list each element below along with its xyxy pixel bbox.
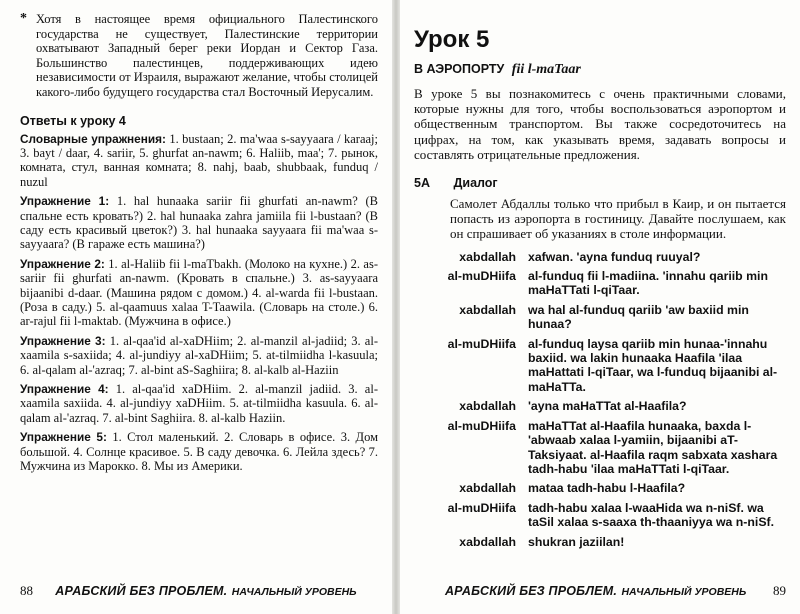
page-number: 88 (20, 583, 33, 598)
exercise-text: 1. al-Haliib fii l-maTbakh. (Молоко на кухне.) 2. as-sariir fii ghurfati an-nawm. (Кровать в спальне.) 3. as-sayyaara bijaanibi d-daar. (Машина рядом с домом.) 4. al-warda fii l-bustaan. (Роза в саду.) 5. al-qaamuus xalaa T-Taawila. (Словарь на столе.) 6. ar-rajul fii l-maktab. (Мужчина в офисе.) (20, 256, 378, 329)
exercise-label: Упражнение 4: (20, 382, 109, 397)
dialog-line (414, 419, 786, 477)
dialog-line (414, 481, 786, 495)
speaker: xabdallah (459, 249, 516, 264)
line-text: shukran jaziilan! (528, 534, 625, 549)
dialog-intro: Самолет Абдаллы только что прибыл в Каир, и он пытается попасть из аэропорта в гостиницу. Давайте послушаем, как он спрашивает об указаниях в столе информации. (450, 196, 786, 242)
line-text: al-funduq laysa qariib min hunaa-'innahu baxiid. wa lakin hunaaka Haafila 'ilaa maHattati l-qiTaar, wa l-funduq bijaanibi al-maHaTTa. (528, 336, 778, 394)
right-page (400, 0, 800, 614)
section-title: В АЭРОПОРТУ (414, 62, 505, 76)
book-title: АРАБСКИЙ БЕЗ ПРОБЛЕМ. (444, 584, 617, 598)
footnote-marker: * (20, 11, 27, 26)
dialog-line (414, 399, 786, 413)
footnote-text: Хотя в настоящее время официального Палестинского государства не существует, Палестинские территории охватывают Западный берег реки Иордан и Сектор Газа. Большинство палестинцев, поддерживающих идею независимости от Израиля, выражают желание, чтобы столицей какого-либо будущего государства стал Восточный Иерусалим. (36, 12, 378, 99)
exercise-4 (20, 382, 378, 425)
exercise-text: 1. bustaan; 2. ma'waa s-sayyaara / karaaj; 3. bayt / daar, 4. sariir, 5. ghurfat an-nawm; 6. Haliib, maa'; 7. рынок, комната, стул, ванная комната; 8. nahj, baab, shubbaak, funduq / nuzul (20, 131, 378, 189)
section-transliteration: fii l-maTaar (511, 62, 581, 77)
exercise-label: Упражнение 1: (20, 194, 110, 209)
exercise-text: 1. hal hunaaka sariir fii ghurfati an-nawm? (В спальне есть кровать?) 2. hal hunaaka zahra jamiila fii l-bustaan? (В саду есть красивый цветок?) 3. hal hunaaka sayyaara fii ma'waa s-sayyaara? (В гараже есть машина?) (20, 194, 378, 252)
exercise-label: Упражнение 2: (20, 256, 105, 271)
lesson-title: Урок 5 (414, 26, 490, 53)
line-text: al-funduq fii l-madiina. 'innahu qariib min maHaTTati l-qiTaar. (528, 269, 768, 298)
line-text: tadh-habu xalaa l-waaHida wa n-niSf. wa taSil xalaa s-saaxa th-thaaniyya wa n-niSf. (528, 500, 775, 530)
exercise-label: Упражнение 3: (20, 333, 106, 348)
exercise-vocab (20, 132, 378, 190)
speaker: al-muDHiifa (447, 269, 516, 284)
answers-heading: Ответы к уроку 4 (20, 113, 126, 128)
left-page (0, 0, 392, 614)
exercise-2 (20, 257, 378, 329)
dialog-line (414, 337, 786, 395)
line-text: mataa tadh-habu l-Haafila? (528, 481, 686, 496)
dialog-heading (414, 176, 786, 190)
dialog-title: Диалог (453, 176, 498, 191)
footnote (20, 12, 378, 100)
dialog-line (414, 535, 786, 549)
speaker: al-muDHiifa (447, 500, 516, 515)
dialog-number: 5A (414, 176, 430, 191)
book-gutter (392, 0, 400, 614)
book-title: АРАБСКИЙ БЕЗ ПРОБЛЕМ. (55, 584, 228, 598)
exercise-1 (20, 194, 378, 252)
lesson-intro: В уроке 5 вы познакомитесь с очень практичными словами, которые нужны для того, чтобы воспользоваться аэропортом и общественным транспортом. Вы также сосредоточитесь на цифрах, на том, как указывать время, задавать вопросы и составлять отрицательные предложения. (414, 86, 786, 162)
exercise-label: Упражнение 5: (20, 430, 107, 445)
exercise-text: 1. Стол маленький. 2. Словарь в офисе. 3. Дом большой. 4. Солнце красивое. 5. В саду девочка. 6. Лейла здесь? 7. Мужчина из Марокко. 8. Мы из Америки. (20, 430, 378, 474)
exercise-5 (20, 430, 378, 473)
line-text: xafwan. 'ayna funduq ruuyal? (528, 249, 701, 264)
speaker: xabdallah (459, 302, 516, 317)
exercise-3 (20, 334, 378, 377)
speaker: xabdallah (459, 481, 516, 496)
dialog-line (414, 269, 786, 298)
book-subtitle: НАЧАЛЬНЫЙ УРОВЕНЬ (621, 586, 747, 598)
exercise-text: 1. al-qaa'id xaDHiim. 2. al-manzil jadiid. 3. al-xaamila saxiida. 4. al-jundiyy xaDHiim. 5. at-tilmiidha kasuula. 6. al-qalam al-'azraq. 7. al-bint Saghiira. 8. al-kalb Haziin. (20, 382, 378, 425)
speaker: al-muDHiifa (447, 336, 516, 351)
dialog-lines (414, 250, 786, 549)
exercise-text: 1. al-qaa'id al-xaDHiim; 2. al-manzil al-jadiid; 3. al-xaamila s-saxiida; 4. al-jundiyy al-xaDHiim; 5. at-tilmiidha l-kasuula; 6. al-qalam al-'azraq; 7. al-bint aS-Saghiira; 8. al-kalb al-Haziin (20, 333, 378, 377)
speaker: al-muDHiifa (447, 418, 516, 433)
dialog-line (414, 303, 786, 332)
exercise-label: Словарные упражнения: (20, 131, 166, 146)
line-text: maHaTTat al-Haafila hunaaka, baxda l-'abwaab xalaa l-yamiin, bijaanibi aT-Taksiyaat. al-Haafila raqm sabxata xashara tadh-habu 'ilaa maHaTTati l-qiTaar. (528, 418, 778, 476)
page-number: 89 (773, 583, 786, 598)
left-footer (20, 582, 357, 600)
right-footer (445, 582, 786, 600)
line-text: 'ayna maHaTTat al-Haafila? (528, 399, 687, 414)
book-subtitle: НАЧАЛЬНЫЙ УРОВЕНЬ (231, 586, 357, 598)
line-text: wa hal al-funduq qariib 'aw baxiid min hunaa? (528, 302, 749, 332)
dialog-line (414, 250, 786, 264)
speaker: xabdallah (459, 534, 516, 549)
section-heading (414, 62, 786, 78)
speaker: xabdallah (459, 399, 516, 414)
dialog-line (414, 501, 786, 530)
